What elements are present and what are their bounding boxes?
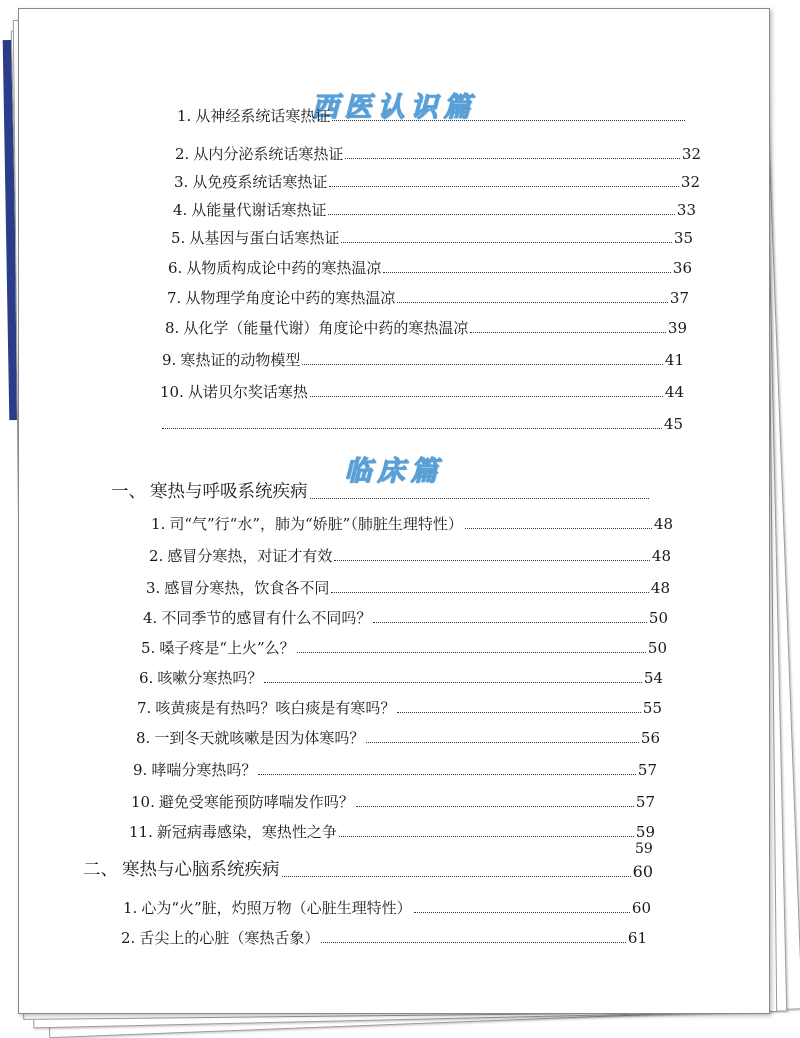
toc-entry-number: 9.	[162, 351, 177, 369]
toc-entry	[129, 823, 655, 841]
toc-entry-page: 48	[651, 547, 671, 565]
toc-continuation	[160, 415, 683, 433]
section-heading-clinical: 临床篇	[344, 456, 444, 487]
toc-entry-number: 8.	[136, 729, 151, 747]
toc-entry-number: 5.	[141, 639, 156, 657]
toc-entry	[175, 145, 701, 163]
toc-entry	[121, 929, 647, 947]
toc-entry-title: 避免受寒能预防哮喘发作吗？	[158, 793, 354, 811]
toc-entry-title: 从能量代谢话寒热证	[191, 201, 327, 219]
toc-entry-number: 5.	[171, 229, 186, 247]
toc-part-page: 60	[632, 861, 653, 881]
leader-dots	[329, 186, 679, 187]
toc-entry	[149, 547, 671, 565]
toc-entry-page: 48	[650, 579, 670, 597]
leader-dots	[356, 806, 634, 807]
leader-dots	[331, 592, 649, 593]
toc-entry-number: 4.	[173, 201, 188, 219]
toc-entry-number: 7.	[167, 289, 182, 307]
leader-dots	[465, 528, 652, 529]
toc-entry-number: 1.	[123, 899, 138, 917]
toc-entry-page: 56	[640, 729, 660, 747]
toc-entry-number: 8.	[165, 319, 180, 337]
toc-entry-number: 3.	[174, 173, 189, 191]
leader-dots	[282, 876, 631, 877]
toc-entry-number: 2.	[121, 929, 136, 947]
toc-entry-title: 嗓子疼是“上火”么？	[159, 639, 295, 657]
toc-entry	[177, 107, 687, 125]
toc-entry-page: 36	[672, 259, 692, 277]
leader-dots	[470, 332, 666, 333]
toc-entry-page: 59	[635, 841, 653, 857]
toc-entry	[141, 639, 667, 657]
toc-entry-number: 11.	[129, 823, 153, 841]
toc-entry	[165, 319, 687, 337]
leader-dots	[310, 498, 650, 499]
toc-entry-page: 45	[663, 415, 683, 433]
toc-entry	[143, 609, 668, 627]
toc-entry-title: 咳黄痰是有热吗？咳白痰是有寒吗？	[155, 699, 396, 717]
toc-entry-number: 10.	[131, 793, 155, 811]
toc-entry	[139, 669, 663, 687]
leader-dots	[258, 774, 636, 775]
toc-entry	[160, 383, 684, 401]
toc-entry	[171, 229, 693, 247]
leader-dots	[310, 396, 663, 397]
toc-part-number: 一、	[111, 482, 146, 502]
toc-entry-title: 哮喘分寒热吗？	[151, 761, 257, 779]
toc-entry-number: 1.	[151, 515, 166, 533]
leader-dots	[332, 120, 685, 121]
toc-entry-page: 54	[643, 669, 663, 687]
toc-entry-page: 44	[664, 383, 684, 401]
toc-part-number: 二、	[83, 860, 118, 880]
toc-entry-title: 心为“火”脏，灼照万物（心脏生理特性）	[141, 899, 412, 917]
toc-entry-page: 35	[673, 229, 693, 247]
toc-entry-title: 一到冬天就咳嗽是因为体寒吗？	[154, 729, 365, 747]
toc-entry	[137, 699, 662, 717]
toc-entry	[131, 793, 655, 811]
toc-entry-page: 37	[669, 289, 689, 307]
toc-entry-title: 从化学（能量代谢）角度论中药的寒热温凉	[183, 319, 469, 337]
toc-entry-page: 32	[681, 145, 701, 163]
toc-entry	[174, 173, 700, 191]
toc-entry-title: 不同季节的感冒有什么不同吗？	[161, 609, 372, 627]
toc-entry-page: 32	[680, 173, 700, 191]
toc-entry-title: 新冠病毒感染，寒热性之争	[156, 823, 337, 841]
toc-part-title: 寒热与心脑系统疾病	[122, 860, 280, 880]
toc-entry-page: 60	[631, 899, 651, 917]
leader-dots	[366, 742, 639, 743]
toc-entry	[136, 729, 660, 747]
leader-dots	[383, 272, 671, 273]
leader-dots	[339, 836, 634, 837]
toc-entry	[167, 289, 689, 307]
toc-entry-number: 9.	[133, 761, 148, 779]
leader-dots	[302, 364, 663, 365]
toc-entry-title: 感冒分寒热，饮食各不同	[164, 579, 330, 597]
toc-entry-number: 3.	[146, 579, 161, 597]
toc-entry	[151, 515, 673, 533]
toc-entry-number: 6.	[139, 669, 154, 687]
toc-entry-page: 59	[635, 823, 655, 841]
toc-entry-number: 10.	[160, 383, 184, 401]
toc-entry-title: 从基因与蛋白话寒热证	[189, 229, 340, 247]
toc-entry-number: 2.	[149, 547, 164, 565]
toc-entry	[133, 761, 657, 779]
toc-page	[18, 8, 770, 1014]
toc-entry-title: 从神经系统话寒热证	[195, 107, 331, 125]
toc-entry	[146, 579, 670, 597]
toc-part-title: 寒热与呼吸系统疾病	[150, 482, 308, 502]
toc-entry-page: 57	[637, 761, 657, 779]
toc-entry-number: 2.	[175, 145, 190, 163]
leader-dots	[341, 242, 672, 243]
toc-part	[83, 860, 653, 881]
toc-entry-number: 7.	[137, 699, 152, 717]
leader-dots	[414, 912, 630, 913]
toc-entry-page: 61	[627, 929, 647, 947]
toc-entry-title: 从诺贝尔奖话寒热	[187, 383, 308, 401]
toc-entry-title: 舌尖上的心脏（寒热舌象）	[139, 929, 320, 947]
leader-dots	[321, 942, 626, 943]
toc-entry-page: 41	[664, 351, 684, 369]
toc-entry-page: 55	[642, 699, 662, 717]
toc-entry	[123, 899, 651, 917]
toc-entry-page: 57	[635, 793, 655, 811]
toc-entry-number: 1.	[177, 107, 192, 125]
toc-part	[111, 482, 651, 503]
leader-dots	[334, 560, 650, 561]
toc-entry-page: 50	[647, 639, 667, 657]
leader-dots	[397, 302, 668, 303]
toc-entry-title: 感冒分寒热，对证才有效	[167, 547, 333, 565]
toc-entry	[173, 201, 696, 219]
toc-entry-title: 寒热证的动物模型	[180, 351, 301, 369]
leader-dots	[397, 712, 641, 713]
toc-entry-number: 6.	[168, 259, 183, 277]
toc-entry-page: 39	[667, 319, 687, 337]
toc-entry	[162, 351, 684, 369]
toc-entry-page: 50	[648, 609, 668, 627]
toc-entry-page: 33	[676, 201, 696, 219]
toc-entry-title: 司“气”行“水”，肺为“娇脏”（肺脏生理特性）	[169, 515, 463, 533]
leader-dots	[373, 622, 647, 623]
leader-dots	[345, 158, 680, 159]
toc-entry-title: 咳嗽分寒热吗？	[157, 669, 263, 687]
leader-dots	[328, 214, 675, 215]
leader-dots	[264, 682, 642, 683]
section-heading-western: 西医认识篇	[311, 92, 477, 123]
toc-entry-title: 从物理学角度论中药的寒热温凉	[185, 289, 396, 307]
toc-entry	[168, 259, 692, 277]
toc-entry-page: 48	[653, 515, 673, 533]
leader-dots	[297, 652, 646, 653]
toc-entry-number: 4.	[143, 609, 158, 627]
toc-entry-title: 从物质构成论中药的寒热温凉	[186, 259, 382, 277]
leader-dots	[162, 428, 662, 429]
toc-entry-title: 从内分泌系统话寒热证	[193, 145, 344, 163]
toc-entry-title: 从免疫系统话寒热证	[192, 173, 328, 191]
